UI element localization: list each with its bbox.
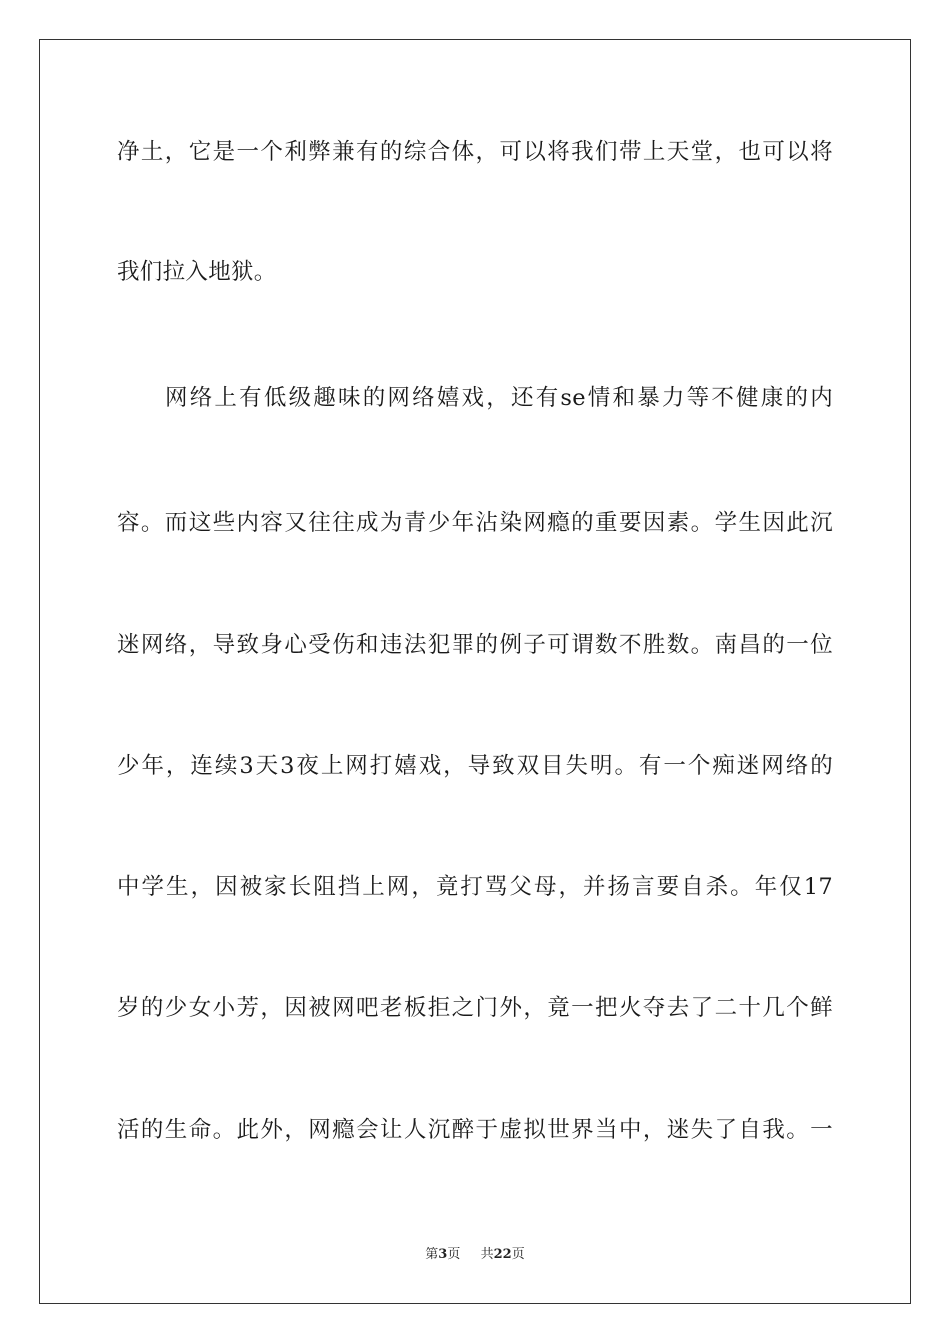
total-pages: 共22页 bbox=[480, 1247, 525, 1262]
text-line-8: 岁的少女小芳，因被网吧老板拒之门外，竟一把火夺去了二十几个鲜 bbox=[117, 995, 833, 1021]
text-line-5: 迷网络，导致身心受伤和违法犯罪的例子可谓数不胜数。南昌的一位 bbox=[117, 632, 833, 658]
page-number: 第3页 bbox=[425, 1247, 461, 1262]
text-line-4: 容。而这些内容又往往成为青少年沾染网瘾的重要因素。学生因此沉 bbox=[117, 510, 833, 536]
text-line-1: 净土，它是一个利弊兼有的综合体，可以将我们带上天堂，也可以将 bbox=[117, 139, 833, 165]
text-line-7: 中学生，因被家长阻挡上网，竟打骂父母，并扬言要自杀。年仅17 bbox=[117, 874, 833, 900]
page-footer bbox=[0, 1247, 950, 1263]
paragraph-start-line: 网络上有低级趣味的网络嬉戏，还有se情和暴力等不健康的内 bbox=[165, 385, 833, 411]
text-line-2: 我们拉入地狱。 bbox=[117, 259, 277, 285]
text-line-6: 少年，连续3天3夜上网打嬉戏，导致双目失明。有一个痴迷网络的 bbox=[117, 753, 833, 779]
text-line-9: 活的生命。此外，网瘾会让人沉醉于虚拟世界当中，迷失了自我。一 bbox=[117, 1117, 833, 1143]
